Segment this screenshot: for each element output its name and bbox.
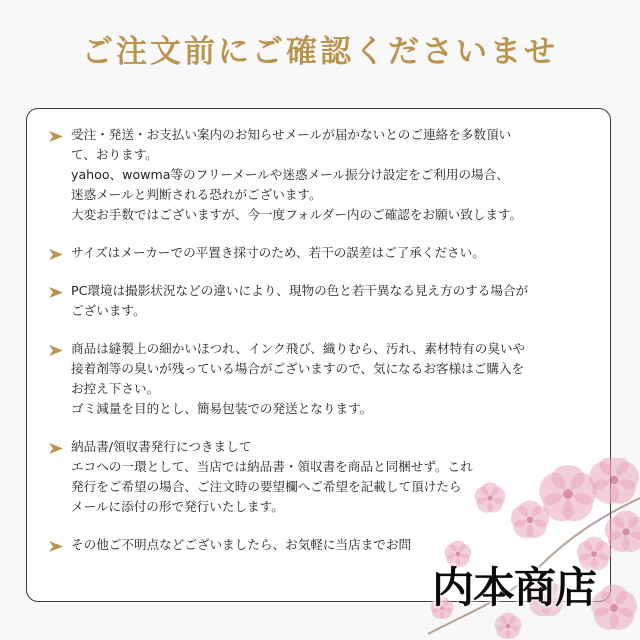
arrow-right-icon <box>49 541 63 552</box>
notice-text: エコへの一環として、当店では納品書・領収書を商品と同梱せず。これ <box>71 459 473 474</box>
arrow-right-icon <box>49 443 63 454</box>
shop-logo-stamp <box>418 458 640 640</box>
notice-text: 商品は縫製上の細かいほつれ、インク飛び、織りむら、汚れ、素材特有の臭いや <box>71 341 526 356</box>
arrow-right-icon <box>49 287 63 298</box>
notice-item <box>45 281 600 321</box>
page-title: ご注文前にご確認くださいませ <box>82 34 558 70</box>
arrow-right-icon <box>49 345 63 356</box>
notice-item <box>45 125 600 225</box>
notice-text: 接着剤等の臭いが残っている場合がございますので、気になるお客様はご購入を <box>71 361 525 376</box>
notice-text: 大変お手数ではございますが、今一度フォルダー内のご確認をお願い致します。 <box>71 207 523 222</box>
notice-text: て、おります。 <box>71 147 158 162</box>
notice-text: ゴミ減量を目的とし、簡易包装での発送となります。 <box>71 401 373 416</box>
shop-name: 内本商店 <box>432 563 597 612</box>
notice-text: お控え下さい。 <box>71 381 160 396</box>
notice-text: 迷惑メールと判断される恐れがございます。 <box>71 187 322 202</box>
notice-item <box>45 339 600 419</box>
notice-text: 受注・発送・お支払い案内のお知らせメールが届かないとのご連絡を多数頂い <box>71 127 512 142</box>
notice-text: yahoo、wowma等のフリーメールや迷惑メール振分け設定をご利用の場合、 <box>71 167 509 182</box>
notice-item <box>45 243 600 263</box>
notice-text: サイズはメーカーでの平置き採寸のため、若干の誤差はご了承ください。 <box>71 245 485 260</box>
notice-text: PC環境は撮影状況などの違いにより、現物の色と若干異なる見え方のする場合が <box>71 283 529 298</box>
notice-text: その他ご不明点などございましたら、お気軽に当店までお問 <box>71 537 412 552</box>
arrow-right-icon <box>49 249 63 260</box>
notice-text: ございます。 <box>71 303 146 318</box>
notice-text: 発行をご希望の場合、ご注文時の要望欄へご希望を記載して頂けたら <box>71 479 462 494</box>
arrow-right-icon <box>49 131 63 142</box>
notice-text: メールに添付の形で発行いたします。 <box>71 499 284 514</box>
notice-text: 納品書/領収書発行につきまして <box>71 439 252 454</box>
